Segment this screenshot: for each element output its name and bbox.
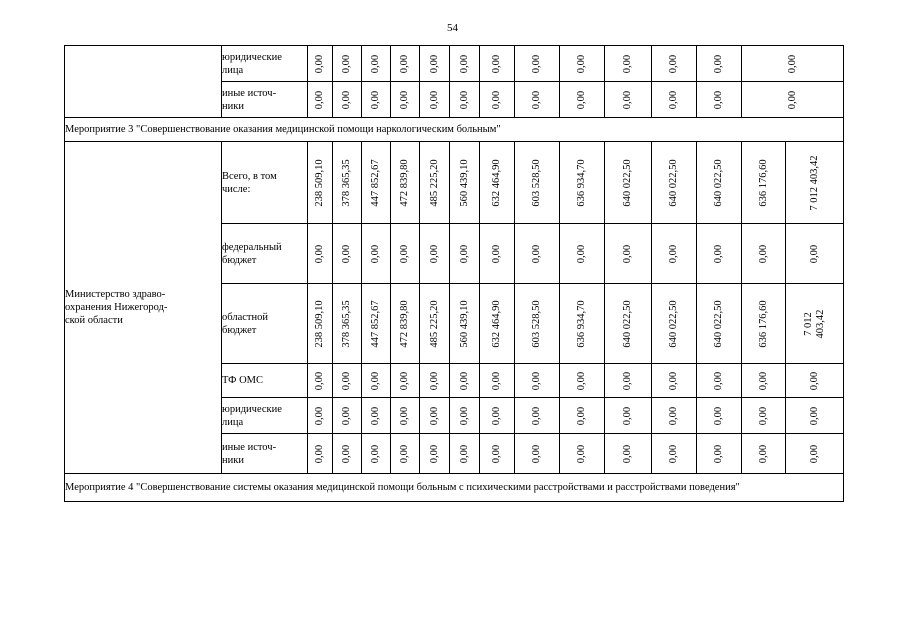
value-cell — [420, 434, 450, 474]
value: 560 439,10 — [458, 299, 470, 348]
value-cell — [450, 142, 480, 224]
value-cell — [697, 284, 742, 364]
value-cell — [742, 46, 844, 82]
value: 0,00 — [531, 371, 542, 390]
value: 640 022,50 — [622, 158, 633, 207]
value: 0,00 — [370, 406, 381, 425]
value: 447 852,67 — [370, 158, 381, 207]
value: 0,00 — [341, 54, 352, 73]
budget-table — [64, 45, 844, 502]
value-cell — [333, 46, 362, 82]
value: 472 839,80 — [399, 299, 410, 348]
value-cell — [480, 284, 515, 364]
value-cell — [560, 46, 605, 82]
value-cell — [786, 434, 844, 474]
row-label: юридические лица — [222, 51, 282, 76]
value-cell — [308, 398, 333, 434]
value: 0,00 — [370, 444, 381, 463]
table-row — [65, 474, 844, 502]
value-cell — [333, 82, 362, 118]
value: 0,00 — [399, 444, 410, 463]
value: 0,00 — [314, 406, 325, 425]
value: 0,00 — [399, 54, 410, 73]
value: 0,00 — [713, 406, 724, 425]
value-cell — [450, 284, 480, 364]
value-cell — [362, 142, 391, 224]
row-label: ТФ ОМС — [222, 375, 264, 386]
value: 0,00 — [576, 54, 587, 73]
value-cell — [480, 398, 515, 434]
value: 0,00 — [458, 90, 470, 109]
value: 0,00 — [576, 406, 587, 425]
value-cell — [560, 434, 605, 474]
value-cell — [391, 224, 420, 284]
value-cell — [480, 364, 515, 398]
value-cell — [450, 364, 480, 398]
value-cell — [560, 364, 605, 398]
value: 485 225,20 — [428, 299, 440, 348]
value-cell — [786, 398, 844, 434]
value: 7 012 403,42 — [808, 154, 820, 211]
value-cell — [362, 364, 391, 398]
org-name: Министерство здраво- охранения Нижегород- ской области — [65, 142, 222, 474]
value-cell — [697, 364, 742, 398]
value-cell — [420, 46, 450, 82]
value-cell — [697, 398, 742, 434]
value: 0,00 — [491, 444, 502, 463]
value-cell — [652, 224, 697, 284]
value: 485 225,20 — [428, 158, 440, 207]
row-label: юридические лица — [222, 403, 282, 428]
value-cell — [391, 398, 420, 434]
table-row — [65, 46, 844, 82]
value-cell — [652, 398, 697, 434]
value: 632 464,90 — [491, 299, 502, 348]
value: 0,00 — [314, 371, 325, 390]
value: 0,00 — [808, 371, 820, 390]
value: 0,00 — [458, 406, 470, 425]
value-cell — [333, 142, 362, 224]
value-cell — [786, 284, 844, 364]
value-cell — [480, 434, 515, 474]
value-cell — [420, 284, 450, 364]
value: 640 022,50 — [713, 299, 724, 348]
value-cell — [362, 46, 391, 82]
value-cell — [652, 364, 697, 398]
value: 0,00 — [341, 444, 352, 463]
value: 0,00 — [622, 54, 633, 73]
value: 0,00 — [668, 90, 679, 109]
value-cell — [391, 82, 420, 118]
value-cell — [605, 142, 652, 224]
value: 636 934,70 — [576, 299, 587, 348]
value-cell — [560, 224, 605, 284]
value-cell — [652, 46, 697, 82]
value: 0,00 — [399, 406, 410, 425]
value: 378 365,35 — [341, 299, 352, 348]
value: 0,00 — [757, 406, 769, 425]
value-cell — [605, 46, 652, 82]
value: 0,00 — [399, 244, 410, 263]
value: 0,00 — [622, 444, 633, 463]
value: 0,00 — [622, 371, 633, 390]
value: 0,00 — [428, 54, 440, 73]
value-cell — [515, 434, 560, 474]
value-cell — [308, 364, 333, 398]
value-cell — [450, 434, 480, 474]
value-cell — [362, 398, 391, 434]
value: 0,00 — [458, 371, 470, 390]
row-label: иные источ- ники — [222, 87, 277, 112]
value-cell — [308, 46, 333, 82]
value: 7 012 403,42 — [802, 309, 826, 338]
value: 0,00 — [341, 371, 352, 390]
value: 0,00 — [370, 54, 381, 73]
value: 0,00 — [370, 90, 381, 109]
value: 0,00 — [531, 244, 542, 263]
value-cell — [308, 82, 333, 118]
value: 0,00 — [428, 371, 440, 390]
value-cell — [362, 82, 391, 118]
value: 0,00 — [531, 54, 542, 73]
value-cell — [333, 364, 362, 398]
value: 0,00 — [531, 406, 542, 425]
value-cell — [420, 82, 450, 118]
value-cell — [786, 364, 844, 398]
value-cell — [560, 398, 605, 434]
value: 238 509,10 — [314, 158, 325, 207]
value-cell — [652, 434, 697, 474]
value-cell — [333, 434, 362, 474]
row-label-cell — [222, 398, 308, 434]
row-label: иные источ- ники — [222, 441, 277, 466]
value-cell — [420, 364, 450, 398]
value: 0,00 — [491, 371, 502, 390]
value-cell — [308, 434, 333, 474]
value: 560 439,10 — [458, 158, 470, 207]
table-row — [65, 142, 844, 224]
value: 603 528,50 — [531, 299, 542, 348]
value-cell — [515, 82, 560, 118]
value: 0,00 — [428, 90, 440, 109]
value: 0,00 — [713, 54, 724, 73]
value-cell — [605, 364, 652, 398]
value-cell — [697, 434, 742, 474]
value: 0,00 — [622, 244, 633, 263]
row-label-cell — [222, 284, 308, 364]
value: 472 839,80 — [399, 158, 410, 207]
value-cell — [391, 434, 420, 474]
table-row — [65, 118, 844, 142]
value: 0,00 — [428, 406, 440, 425]
value: 0,00 — [314, 244, 325, 263]
value: 0,00 — [576, 90, 587, 109]
row-label-cell — [222, 434, 308, 474]
value-cell — [605, 434, 652, 474]
value: 0,00 — [786, 54, 798, 73]
value: 0,00 — [668, 406, 679, 425]
value: 0,00 — [314, 54, 325, 73]
value-cell — [362, 434, 391, 474]
value-cell — [391, 364, 420, 398]
value: 0,00 — [808, 244, 820, 263]
event-title: Мероприятие 3 "Совершенствование оказания медицинской помощи наркологическим больным" — [65, 118, 844, 142]
value: 378 365,35 — [341, 158, 352, 207]
row-label: областной бюджет — [222, 311, 268, 336]
value-cell — [480, 224, 515, 284]
value-cell — [450, 224, 480, 284]
value: 632 464,90 — [491, 158, 502, 207]
value: 0,00 — [370, 244, 381, 263]
row-label-cell — [222, 224, 308, 284]
value-cell — [742, 142, 786, 224]
value-cell — [515, 398, 560, 434]
value: 0,00 — [808, 444, 820, 463]
value-cell — [742, 284, 786, 364]
value-cell — [605, 398, 652, 434]
value-cell — [560, 82, 605, 118]
value-cell — [697, 46, 742, 82]
value: 0,00 — [314, 90, 325, 109]
value-cell — [333, 284, 362, 364]
value: 0,00 — [491, 54, 502, 73]
value-cell — [697, 142, 742, 224]
row-label-cell — [222, 142, 308, 224]
value-cell — [742, 398, 786, 434]
value: 0,00 — [576, 371, 587, 390]
page-number: 54 — [447, 22, 458, 34]
value: 0,00 — [713, 444, 724, 463]
value: 0,00 — [458, 444, 470, 463]
row-label-cell — [222, 46, 308, 82]
value: 636 176,60 — [757, 158, 769, 207]
value-cell — [420, 142, 450, 224]
value: 0,00 — [491, 406, 502, 425]
value-cell — [450, 398, 480, 434]
value: 0,00 — [668, 371, 679, 390]
value: 0,00 — [713, 90, 724, 109]
value: 0,00 — [341, 406, 352, 425]
value-cell — [450, 82, 480, 118]
value-cell — [391, 284, 420, 364]
value: 0,00 — [458, 244, 470, 263]
value: 0,00 — [622, 406, 633, 425]
value-cell — [515, 46, 560, 82]
value: 0,00 — [786, 90, 798, 109]
value: 0,00 — [757, 244, 769, 263]
value-cell — [742, 82, 844, 118]
value: 447 852,67 — [370, 299, 381, 348]
value-cell — [786, 224, 844, 284]
value-cell — [515, 364, 560, 398]
value: 238 509,10 — [314, 299, 325, 348]
org-cell — [65, 46, 222, 118]
value-cell — [480, 46, 515, 82]
value-cell — [420, 224, 450, 284]
value-cell — [605, 284, 652, 364]
row-label: Всего, в том числе: — [222, 170, 277, 195]
row-label: федеральный бюджет — [222, 241, 282, 266]
value: 0,00 — [458, 54, 470, 73]
value: 0,00 — [668, 444, 679, 463]
value: 0,00 — [428, 244, 440, 263]
value: 0,00 — [341, 244, 352, 263]
value: 0,00 — [491, 244, 502, 263]
value: 0,00 — [576, 244, 587, 263]
value: 0,00 — [428, 444, 440, 463]
value-cell — [308, 142, 333, 224]
value-cell — [515, 142, 560, 224]
value-cell — [391, 46, 420, 82]
value-cell — [333, 398, 362, 434]
value: 0,00 — [576, 444, 587, 463]
value: 603 528,50 — [531, 158, 542, 207]
value-cell — [480, 142, 515, 224]
value-cell — [560, 284, 605, 364]
value-cell — [450, 46, 480, 82]
value: 0,00 — [531, 90, 542, 109]
value-cell — [362, 284, 391, 364]
value: 0,00 — [370, 371, 381, 390]
value: 0,00 — [808, 406, 820, 425]
value: 0,00 — [757, 371, 769, 390]
value: 640 022,50 — [668, 158, 679, 207]
value-cell — [308, 224, 333, 284]
value-cell — [786, 142, 844, 224]
value: 640 022,50 — [622, 299, 633, 348]
value-cell — [652, 82, 697, 118]
value-cell — [560, 142, 605, 224]
value-cell — [652, 284, 697, 364]
value-cell — [697, 224, 742, 284]
event-title: Мероприятие 4 "Совершенствование системы оказания медицинской помощи больным с психическими расстройствами и расстройствами поведения" — [65, 474, 844, 502]
value-cell — [480, 82, 515, 118]
value-cell — [605, 82, 652, 118]
value: 640 022,50 — [713, 158, 724, 207]
value-cell — [652, 142, 697, 224]
value-cell — [333, 224, 362, 284]
value: 0,00 — [622, 90, 633, 109]
value: 0,00 — [491, 90, 502, 109]
value: 0,00 — [668, 54, 679, 73]
value-cell — [742, 364, 786, 398]
value: 0,00 — [713, 371, 724, 390]
value: 636 934,70 — [576, 158, 587, 207]
value: 0,00 — [341, 90, 352, 109]
value-cell — [308, 284, 333, 364]
value: 0,00 — [314, 444, 325, 463]
value-cell — [697, 82, 742, 118]
value: 0,00 — [399, 90, 410, 109]
value-cell — [515, 224, 560, 284]
value: 0,00 — [531, 444, 542, 463]
value: 0,00 — [757, 444, 769, 463]
value-cell — [391, 142, 420, 224]
value-cell — [742, 224, 786, 284]
value: 640 022,50 — [668, 299, 679, 348]
row-label-cell — [222, 82, 308, 118]
value: 0,00 — [668, 244, 679, 263]
row-label-cell — [222, 364, 308, 398]
value-cell — [515, 284, 560, 364]
value: 0,00 — [713, 244, 724, 263]
value: 636 176,60 — [757, 299, 769, 348]
value: 0,00 — [399, 371, 410, 390]
value-cell — [605, 224, 652, 284]
value-cell — [420, 398, 450, 434]
value-cell — [362, 224, 391, 284]
value-cell — [742, 434, 786, 474]
